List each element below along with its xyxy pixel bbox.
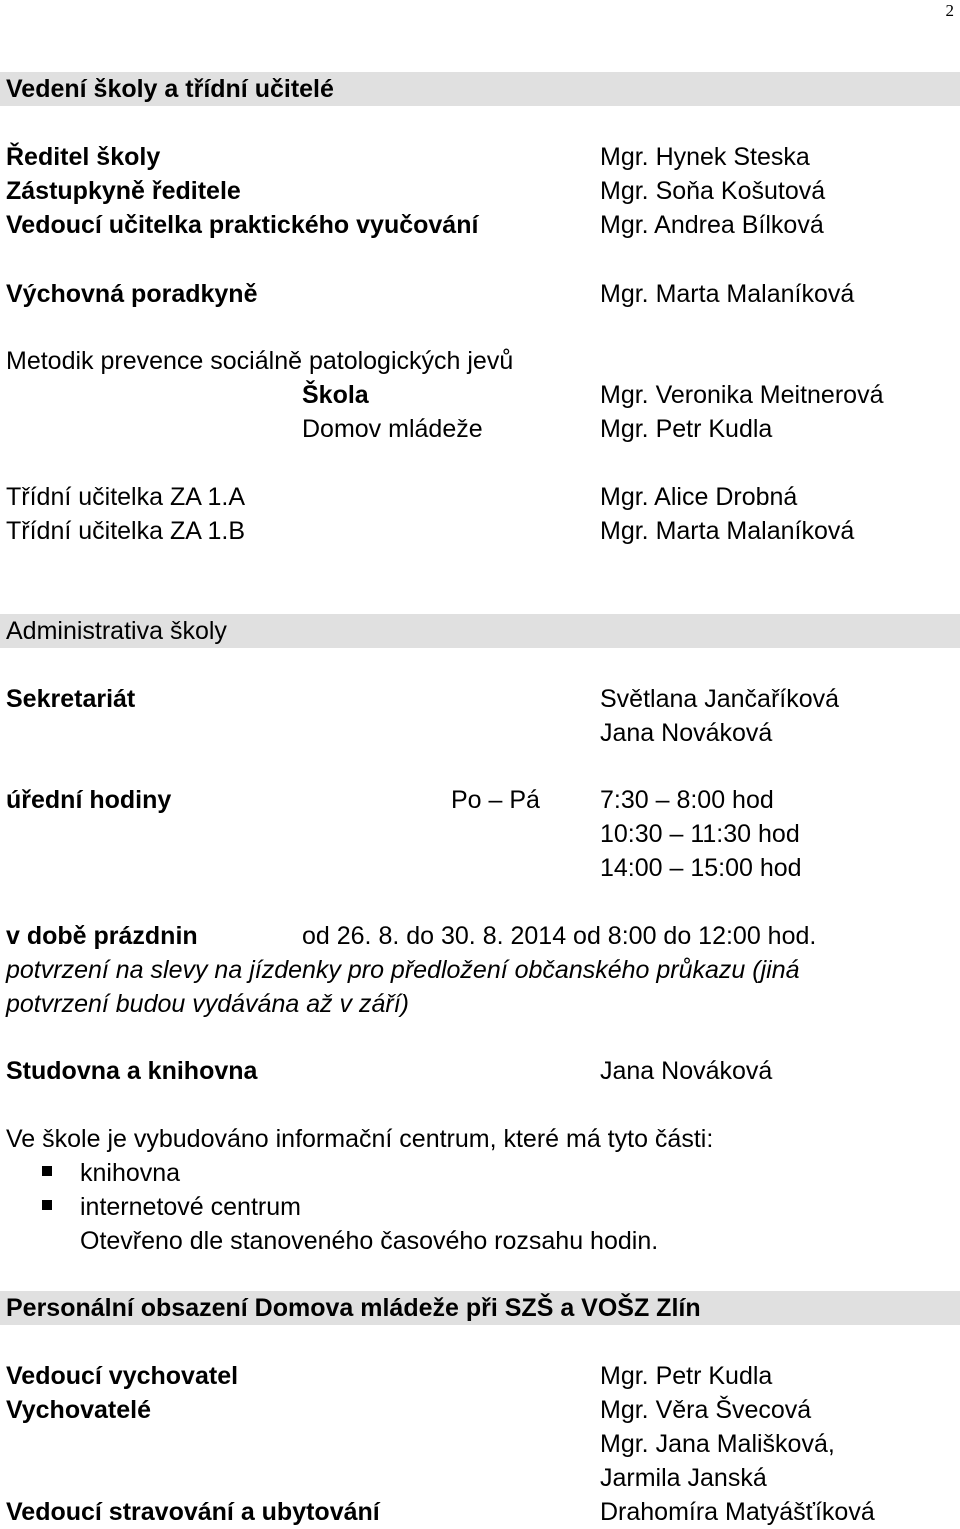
vedouci-prakt-label: Vedoucí učitelka praktického vyučování [6,211,479,239]
prazdniny-text: od 26. 8. do 30. 8. 2014 od 8:00 do 12:00 hod. [302,922,817,950]
vedouci-vych-value: Mgr. Petr Kudla [600,1362,773,1390]
domov-value: Mgr. Petr Kudla [600,415,773,443]
vychovatel-name: Mgr. Věra Švecová [600,1396,812,1424]
info-intro: Ve škole je vybudováno informační centrum, které má tyto části: [6,1125,714,1153]
sekretariat-name: Světlana Jančaříková [600,685,840,713]
domov-label: Domov mládeže [302,415,483,443]
vychovna-label: Výchovná poradkyně [6,280,258,308]
vychovatele-label: Vychovatelé [6,1396,151,1424]
page-number: 2 [945,1,954,20]
hodiny-days: Po – Pá [451,786,540,814]
skola-label: Škola [302,381,369,409]
hodiny-time: 7:30 – 8:00 hod [600,786,774,814]
tridni-b-label: Třídní učitelka ZA 1.B [6,517,245,545]
vedouci-vych-label: Vedoucí vychovatel [6,1362,239,1390]
info-hours: Otevřeno dle stanoveného časového rozsahu hodin. [80,1227,659,1255]
bullet-square-icon [42,1166,52,1176]
hodiny-time: 14:00 – 15:00 hod [600,854,802,882]
metodik-label: Metodik prevence sociálně patologických jevů [6,347,514,375]
skola-value: Mgr. Veronika Meitnerová [600,381,884,409]
zastupkyne-value: Mgr. Soňa Košutová [600,177,826,205]
zastupkyne-label: Zástupkyně ředitele [6,177,241,205]
section-heading-vedeni: Vedení školy a třídní učitelé [6,75,334,103]
note-line: potvrzení budou vydávána až v září) [6,990,410,1018]
reditel-label: Ředitel školy [6,143,161,171]
stravovani-label: Vedoucí stravování a ubytování [6,1498,380,1526]
tridni-a-label: Třídní učitelka ZA 1.A [6,483,245,511]
bullet-square-icon [42,1200,52,1210]
sekretariat-label: Sekretariát [6,685,136,713]
hodiny-label: úřední hodiny [6,786,172,814]
note-line: potvrzení na slevy na jízdenky pro předložení občanského průkazu (jiná [6,956,800,984]
vedouci-prakt-value: Mgr. Andrea Bílková [600,211,824,239]
sekretariat-name: Jana Nováková [600,719,773,747]
studovna-value: Jana Nováková [600,1057,773,1085]
prazdniny-label: v době prázdnin [6,922,198,950]
vychovatel-name: Jarmila Janská [600,1464,767,1492]
tridni-a-value: Mgr. Alice Drobná [600,483,798,511]
section-heading-administrativa: Administrativa školy [6,617,227,645]
vychovna-value: Mgr. Marta Malaníková [600,280,855,308]
reditel-value: Mgr. Hynek Steska [600,143,810,171]
vychovatel-name: Mgr. Jana Mališková, [600,1430,835,1458]
hodiny-time: 10:30 – 11:30 hod [600,820,800,848]
section-heading-personal: Personální obsazení Domova mládeže při SZŠ a VOŠZ Zlín [6,1294,701,1322]
info-item: internetové centrum [80,1193,301,1221]
studovna-label: Studovna a knihovna [6,1057,258,1085]
tridni-b-value: Mgr. Marta Malaníková [600,517,855,545]
stravovani-value: Drahomíra Matyášťíková [600,1498,875,1526]
info-item: knihovna [80,1159,181,1187]
